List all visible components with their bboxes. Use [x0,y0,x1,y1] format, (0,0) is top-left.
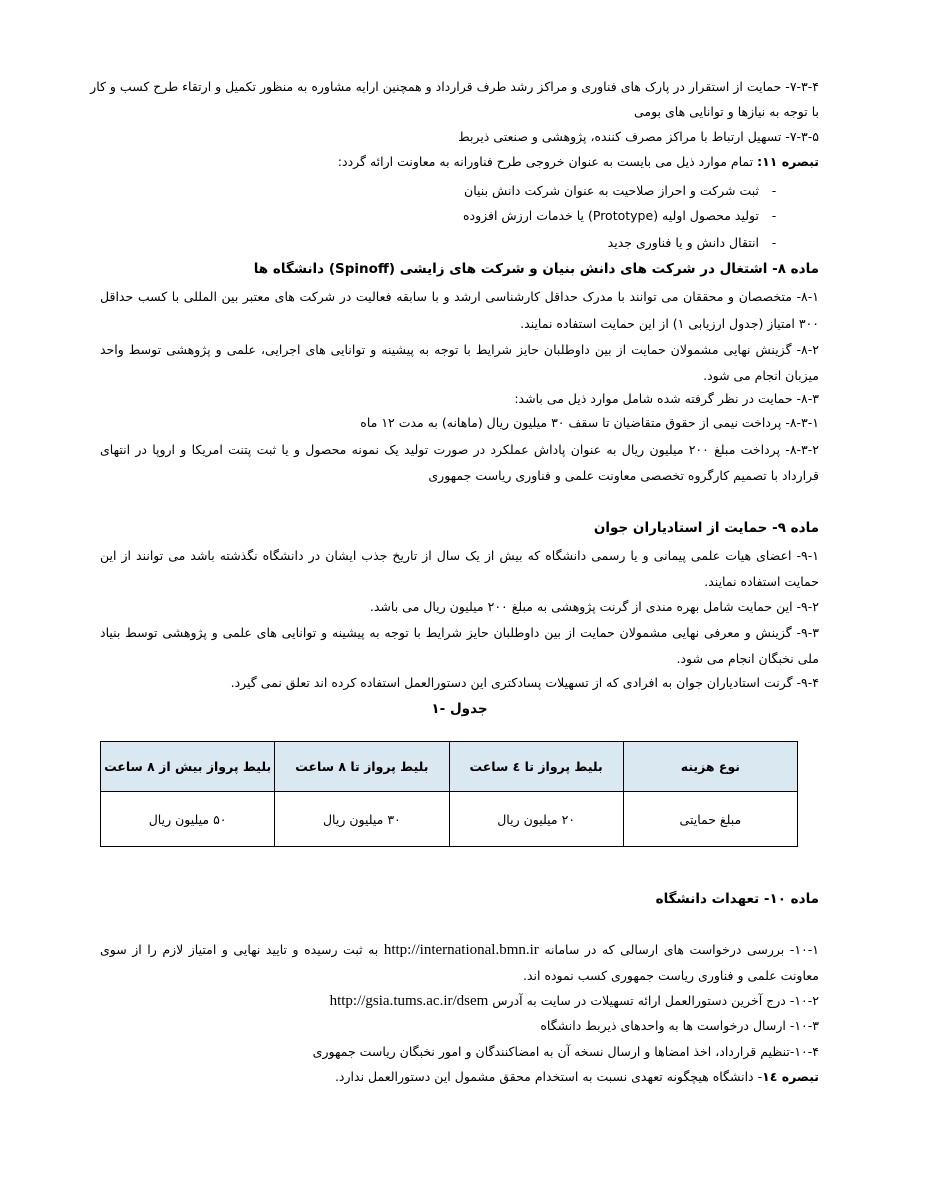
article-8-p2-line2: میزبان انجام می شود. [703,368,819,383]
table-cell: ۳۰ میلیون ریال [275,792,449,847]
gsia-link[interactable]: http://gsia.tums.ac.ir/dsem [329,993,489,1009]
article-9-p2: ۹-۲- این حمایت شامل بهره مندی از گرنت پژوهشی به مبلغ ۲۰۰ میلیون ریال می باشد. [369,599,819,614]
article-9-p1-line1: ۹-۱- اعضای هیات علمی پیمانی و یا رسمی دانشگاه که بیش از یک سال از تاریخ جذب ایشان در دانشگاه نگذشته باشد می توانند از این [100,548,819,563]
article-8-p3-2-line2: قرارداد با تصمیم کارگروه تخصصی معاونت علمی و فناوری ریاست جمهوری [428,468,819,483]
article-10-p1-pre: ۱۰-۱- بررسی درخواست های ارسالی که در سامانه [538,942,819,957]
document-page [90,0,819,1200]
bullet-text: ثبت شرکت و احراز صلاحیت به عنوان شرکت دانش بنیان [464,183,759,198]
note-11 [100,152,819,172]
article-8-p3-2-line1: ۸-۳-۲- پرداخت مبلغ ۲۰۰ میلیون ریال به عنوان پاداش عملکرد در صورت تولید یک نمونه محصول و یا ثبت پتنت امریکا و اروپا در انتهای [100,442,819,457]
bullet-mark: - [771,208,777,223]
article-8-p2-line1: ۸-۲- گزینش نهایی مشمولان حمایت از بین داوطلبان حایز شرایط با توجه به پیشینه و توانایی های اجرایی، علمی و پژوهشی توسط واحد [100,342,819,357]
table-header-flight-4h: بلیط پرواز تا ٤ ساعت [449,742,623,792]
article-10-p1-line2: معاونت علمی و فناوری ریاست جمهوری کسب نموده اند. [522,968,819,983]
table-header-flight-over-8h: بلیط پرواز بیش از ۸ ساعت [101,742,275,792]
article-8-p1-line1: ۸-۱- متخصصان و محققان می توانند با مدرک حداقل کارشناسی ارشد و با سابقه فعالیت در شرکت های معتبر بین المللی با کسب حداقل [100,289,819,304]
note-14-label: تبصره ١٤ [762,1069,819,1084]
article-10-p2-pre: ۱۰-۲- درج آخرین دستورالعمل ارائه تسهیلات در سایت به آدرس [488,993,819,1008]
note-14 [100,1067,819,1087]
bullet-text: تولید محصول اولیه (Prototype) یا خدمات ارزش افزوده [462,208,759,223]
support-table [100,741,798,847]
article-8-title: ماده ۸- اشتغال در شرکت های دانش بنیان و شرکت های زایشی (Spinoff) دانشگاه ها [253,261,819,277]
article-10-p1-post: به ثبت رسیده و تایید نهایی و امتیاز لازم را از سوی [100,942,384,957]
article-9-p1-line2: حمایت استفاده نمایند. [704,574,819,589]
table-cell: مبلغ حمایتی [623,792,797,847]
article-10-p3: ۱۰-۳- ارسال درخواست ها به واحدهای ذیربط دانشگاه [540,1018,819,1033]
bullet-mark: - [771,235,777,250]
table-header-row [101,742,798,792]
table-header-cost-type: نوع هزینه [623,742,797,792]
para-7-3-4-line2: با توجه به نیازها و توانایی های بومی [633,104,819,119]
article-9-p4: ۹-۴- گرنت استادیاران جوان به افرادی که از تسهیلات پسادکتری این دستورالعمل استفاده کرده اند تعلق نمی گیرد. [230,675,819,690]
note-11-bullet-1 [464,181,789,201]
article-10-p4: ۱۰-۴-تنظیم قرارداد، اخذ امضاها و ارسال نسخه آن به امضاکنندگان و امور نخبگان ریاست جمهوری [312,1044,819,1059]
table-header-flight-8h: بلیط پرواز تا ۸ ساعت [275,742,449,792]
article-8-p3-1: ۸-۳-۱- پرداخت نیمی از حقوق متقاضیان تا سقف ۳۰ میلیون ریال (ماهانه) به مدت ۱۲ ماه [360,415,819,430]
article-9-p3-line1: ۹-۳- گزینش و معرفی نهایی مشمولان حمایت از بین داوطلبان حایز شرایط با توجه به پیشینه و توانایی های علمی و پژوهشی توسط بنیاد [100,625,819,640]
article-9-p3-line2: ملی نخبگان انجام می شود. [676,651,819,666]
table-cell: ۵۰ میلیون ریال [101,792,275,847]
international-link[interactable]: http://international.bmn.ir [383,942,539,958]
table-caption: جدول -۱ [431,701,488,717]
table-cell: ۲۰ میلیون ریال [449,792,623,847]
article-10-p1-line1 [100,940,819,960]
table-row [101,792,798,847]
bullet-text: انتقال دانش و یا فناوری جدید [607,235,759,250]
note-11-bullet-3 [608,233,789,253]
note-11-text: تمام موارد ذیل می بایست به عنوان خروجی طرح فناورانه به معاونت ارائه گردد: [337,154,758,169]
bullet-mark: - [771,183,777,198]
note-14-text: - دانشگاه هیچگونه تعهدی نسبت به استخدام محقق مشمول این دستورالعمل ندارد. [334,1069,763,1084]
article-8-p3: ۸-۳- حمایت در نظر گرفته شده شامل موارد ذیل می باشد: [514,391,819,406]
article-8-p1-line2: ۳۰۰ امتیاز (جدول ارزیابی ۱) از این حمایت استفاده نمایند. [520,316,819,331]
article-9-title: ماده ۹- حمایت از استادیاران جوان [593,520,819,536]
article-10-p2 [100,991,819,1011]
note-11-bullet-2 [463,206,789,226]
article-10-title: ماده ۱۰- تعهدات دانشگاه [655,891,819,907]
para-7-3-5: ۷-۳-۵- تسهیل ارتباط با مراکز مصرف کننده، پژوهشی و صنعتی ذیربط [458,129,819,144]
note-11-label: تبصره ۱۱: [757,154,819,169]
para-7-3-4-line1: ۷-۳-۴- حمایت از استقرار در پارک های فناوری و مراکز رشد طرف قرارداد و همچنین ارایه مشاوره به منظور تکمیل و ارتقاء طرح کسب و کار [90,79,819,94]
